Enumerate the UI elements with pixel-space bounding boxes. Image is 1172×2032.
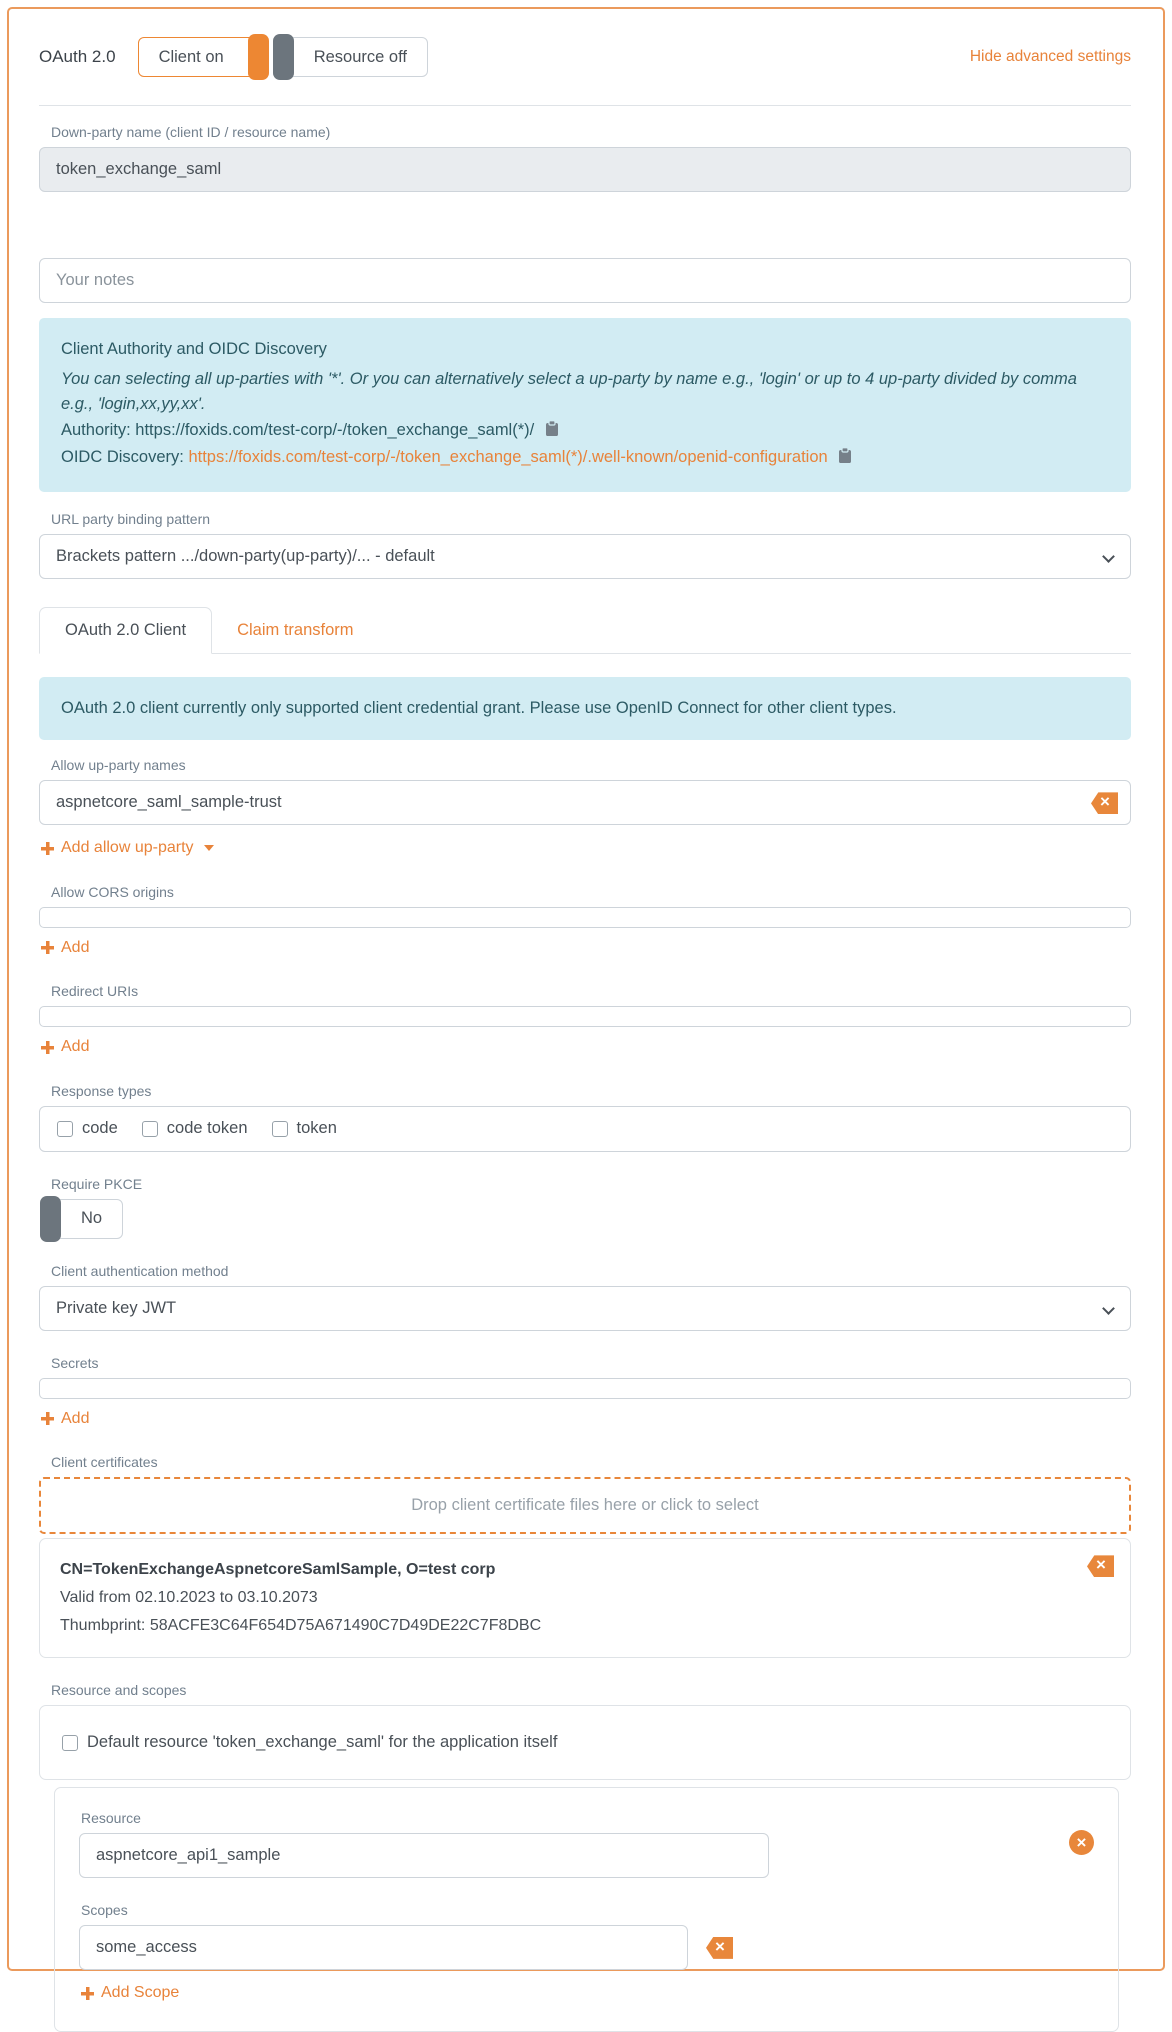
redirect-uri-input[interactable] xyxy=(39,1006,1131,1027)
add-secret-link[interactable] xyxy=(41,1410,89,1428)
resource-toggle[interactable] xyxy=(283,37,428,77)
url-binding-selected-value: Brackets pattern .../down-party(up-party)/... - default xyxy=(56,546,435,565)
allow-up-party-label: Allow up-party names xyxy=(51,757,186,774)
delete-backspace-icon[interactable] xyxy=(706,1937,733,1959)
response-type-code-token[interactable] xyxy=(142,1119,248,1138)
authority-line xyxy=(61,418,1109,446)
resource-toggle-label: Resource off xyxy=(313,47,407,66)
certificate-thumbprint: Thumbprint: 58ACFE3C64F654D75A671490C7D49DE22C7F8DBC xyxy=(60,1617,542,1635)
secret-input[interactable] xyxy=(39,1378,1131,1399)
tab-bar xyxy=(39,607,1131,654)
response-types-group xyxy=(39,1106,1131,1152)
add-allow-up-party-label: Add allow up-party xyxy=(61,839,194,857)
cors-label: Allow CORS origins xyxy=(51,883,174,900)
require-pkce-toggle[interactable] xyxy=(50,1199,123,1239)
copy-clipboard-icon[interactable] xyxy=(545,420,559,446)
resource-label: Resource xyxy=(81,1810,141,1827)
response-type-code[interactable] xyxy=(57,1119,118,1138)
add-scope-label: Add Scope xyxy=(101,1984,180,2002)
url-binding-label: URL party binding pattern xyxy=(51,510,211,527)
toggle-knob-icon xyxy=(40,1196,61,1242)
certificate-card xyxy=(39,1538,1131,1658)
client-auth-method-select[interactable] xyxy=(39,1286,1131,1331)
copy-clipboard-icon[interactable] xyxy=(838,447,852,473)
checkbox-icon[interactable] xyxy=(57,1121,73,1137)
tab-claim-transform[interactable]: Claim transform xyxy=(237,620,354,639)
add-allow-up-party-link[interactable] xyxy=(41,839,214,857)
response-type-token[interactable] xyxy=(272,1119,337,1138)
allow-up-party-row xyxy=(39,780,1131,825)
hide-advanced-settings-link[interactable]: Hide advanced settings xyxy=(969,48,1131,65)
certificate-dropzone[interactable] xyxy=(39,1477,1131,1534)
authority-label: Authority: xyxy=(61,420,131,439)
chevron-down-icon xyxy=(1102,1302,1115,1315)
response-type-code-token-label: code token xyxy=(166,1119,248,1138)
scope-input[interactable] xyxy=(79,1925,688,1970)
default-resource-box xyxy=(39,1705,1131,1780)
plus-icon xyxy=(41,842,54,855)
down-party-name-label: Down-party name (client ID / resource name) xyxy=(51,124,331,140)
resource-and-scopes-label: Resource and scopes xyxy=(51,1682,187,1699)
allow-up-party-input[interactable] xyxy=(39,780,1131,825)
response-type-token-label: token xyxy=(296,1119,337,1138)
client-note-alert xyxy=(39,677,1131,741)
toggle-knob-icon xyxy=(248,34,269,80)
remove-resource-icon[interactable]: × xyxy=(1069,1830,1094,1855)
header xyxy=(39,35,1131,79)
require-pkce-toggle-label: No xyxy=(81,1209,103,1228)
plus-icon xyxy=(41,1412,54,1425)
secrets-label: Secrets xyxy=(51,1354,99,1371)
chevron-down-icon xyxy=(1102,550,1115,563)
redirect-uris-label: Redirect URIs xyxy=(51,983,139,1000)
certificate-validity: Valid from 02.10.2023 to 03.10.2073 xyxy=(60,1589,318,1607)
response-types-label: Response types xyxy=(51,1082,152,1099)
client-auth-method-selected-value: Private key JWT xyxy=(56,1298,177,1317)
cors-input[interactable] xyxy=(39,907,1131,928)
default-resource-checkbox-row[interactable] xyxy=(62,1733,1108,1752)
response-type-code-label: code xyxy=(82,1119,118,1138)
scope-row xyxy=(79,1925,1094,1970)
notes-input[interactable] xyxy=(39,258,1131,303)
client-toggle-label: Client on xyxy=(158,47,224,66)
add-cors-label: Add xyxy=(61,938,90,956)
authority-info-alert xyxy=(39,318,1131,492)
certificate-subject: CN=TokenExchangeAspnetcoreSamlSample, O=test corp xyxy=(60,1561,496,1579)
authority-url: https://foxids.com/test-corp/-/token_exchange_saml(*)/ xyxy=(135,420,535,439)
client-certificates-label: Client certificates xyxy=(51,1454,158,1471)
resource-scope-panel xyxy=(54,1787,1119,2032)
discovery-label: OIDC Discovery: xyxy=(61,448,184,467)
resource-input[interactable] xyxy=(79,1833,769,1878)
tab-oauth2-client[interactable]: OAuth 2.0 Client xyxy=(39,607,212,654)
add-scope-link[interactable] xyxy=(81,1984,179,2002)
add-secret-label: Add xyxy=(61,1409,90,1427)
header-divider xyxy=(39,105,1131,106)
client-note-text: OAuth 2.0 client currently only supported client credential grant. Please use OpenID Connect for other client types. xyxy=(61,698,897,717)
authority-info-title: Client Authority and OIDC Discovery xyxy=(61,340,327,358)
caret-down-icon xyxy=(204,845,214,851)
discovery-url-link[interactable]: https://foxids.com/test-corp/-/token_exchange_saml(*)/.well-known/openid-configuration xyxy=(188,448,828,467)
plus-icon xyxy=(81,1987,94,2000)
plus-icon xyxy=(41,941,54,954)
down-party-name-input[interactable] xyxy=(39,147,1131,192)
toggle-knob-icon xyxy=(273,34,294,80)
checkbox-icon[interactable] xyxy=(272,1121,288,1137)
checkbox-icon[interactable] xyxy=(142,1121,158,1137)
authority-info-description: You can selecting all up-parties with '*'. Or you can alternatively select a up-party by name e.g., 'login' or up to 4 up-party divided by comma e.g., 'login,xx,yy,xx'. xyxy=(61,369,1077,414)
require-pkce-label: Require PKCE xyxy=(51,1175,143,1192)
plus-icon xyxy=(41,1041,54,1054)
page-frame xyxy=(7,7,1165,2002)
default-resource-checkbox-label: Default resource 'token_exchange_saml' for the application itself xyxy=(87,1733,558,1752)
add-redirect-uri-label: Add xyxy=(61,1038,90,1056)
client-auth-method-label: Client authentication method xyxy=(51,1262,229,1279)
checkbox-icon[interactable] xyxy=(62,1735,78,1751)
delete-backspace-icon[interactable] xyxy=(1087,1555,1114,1577)
add-redirect-uri-link[interactable] xyxy=(41,1038,89,1056)
discovery-line xyxy=(61,445,1109,473)
page-title: OAuth 2.0 xyxy=(39,47,116,66)
certificate-dropzone-text: Drop client certificate files here or click to select xyxy=(411,1496,759,1515)
client-toggle[interactable] xyxy=(138,37,259,77)
add-cors-link[interactable] xyxy=(41,939,89,957)
scopes-label: Scopes xyxy=(81,1902,128,1919)
url-binding-select[interactable] xyxy=(39,534,1131,579)
